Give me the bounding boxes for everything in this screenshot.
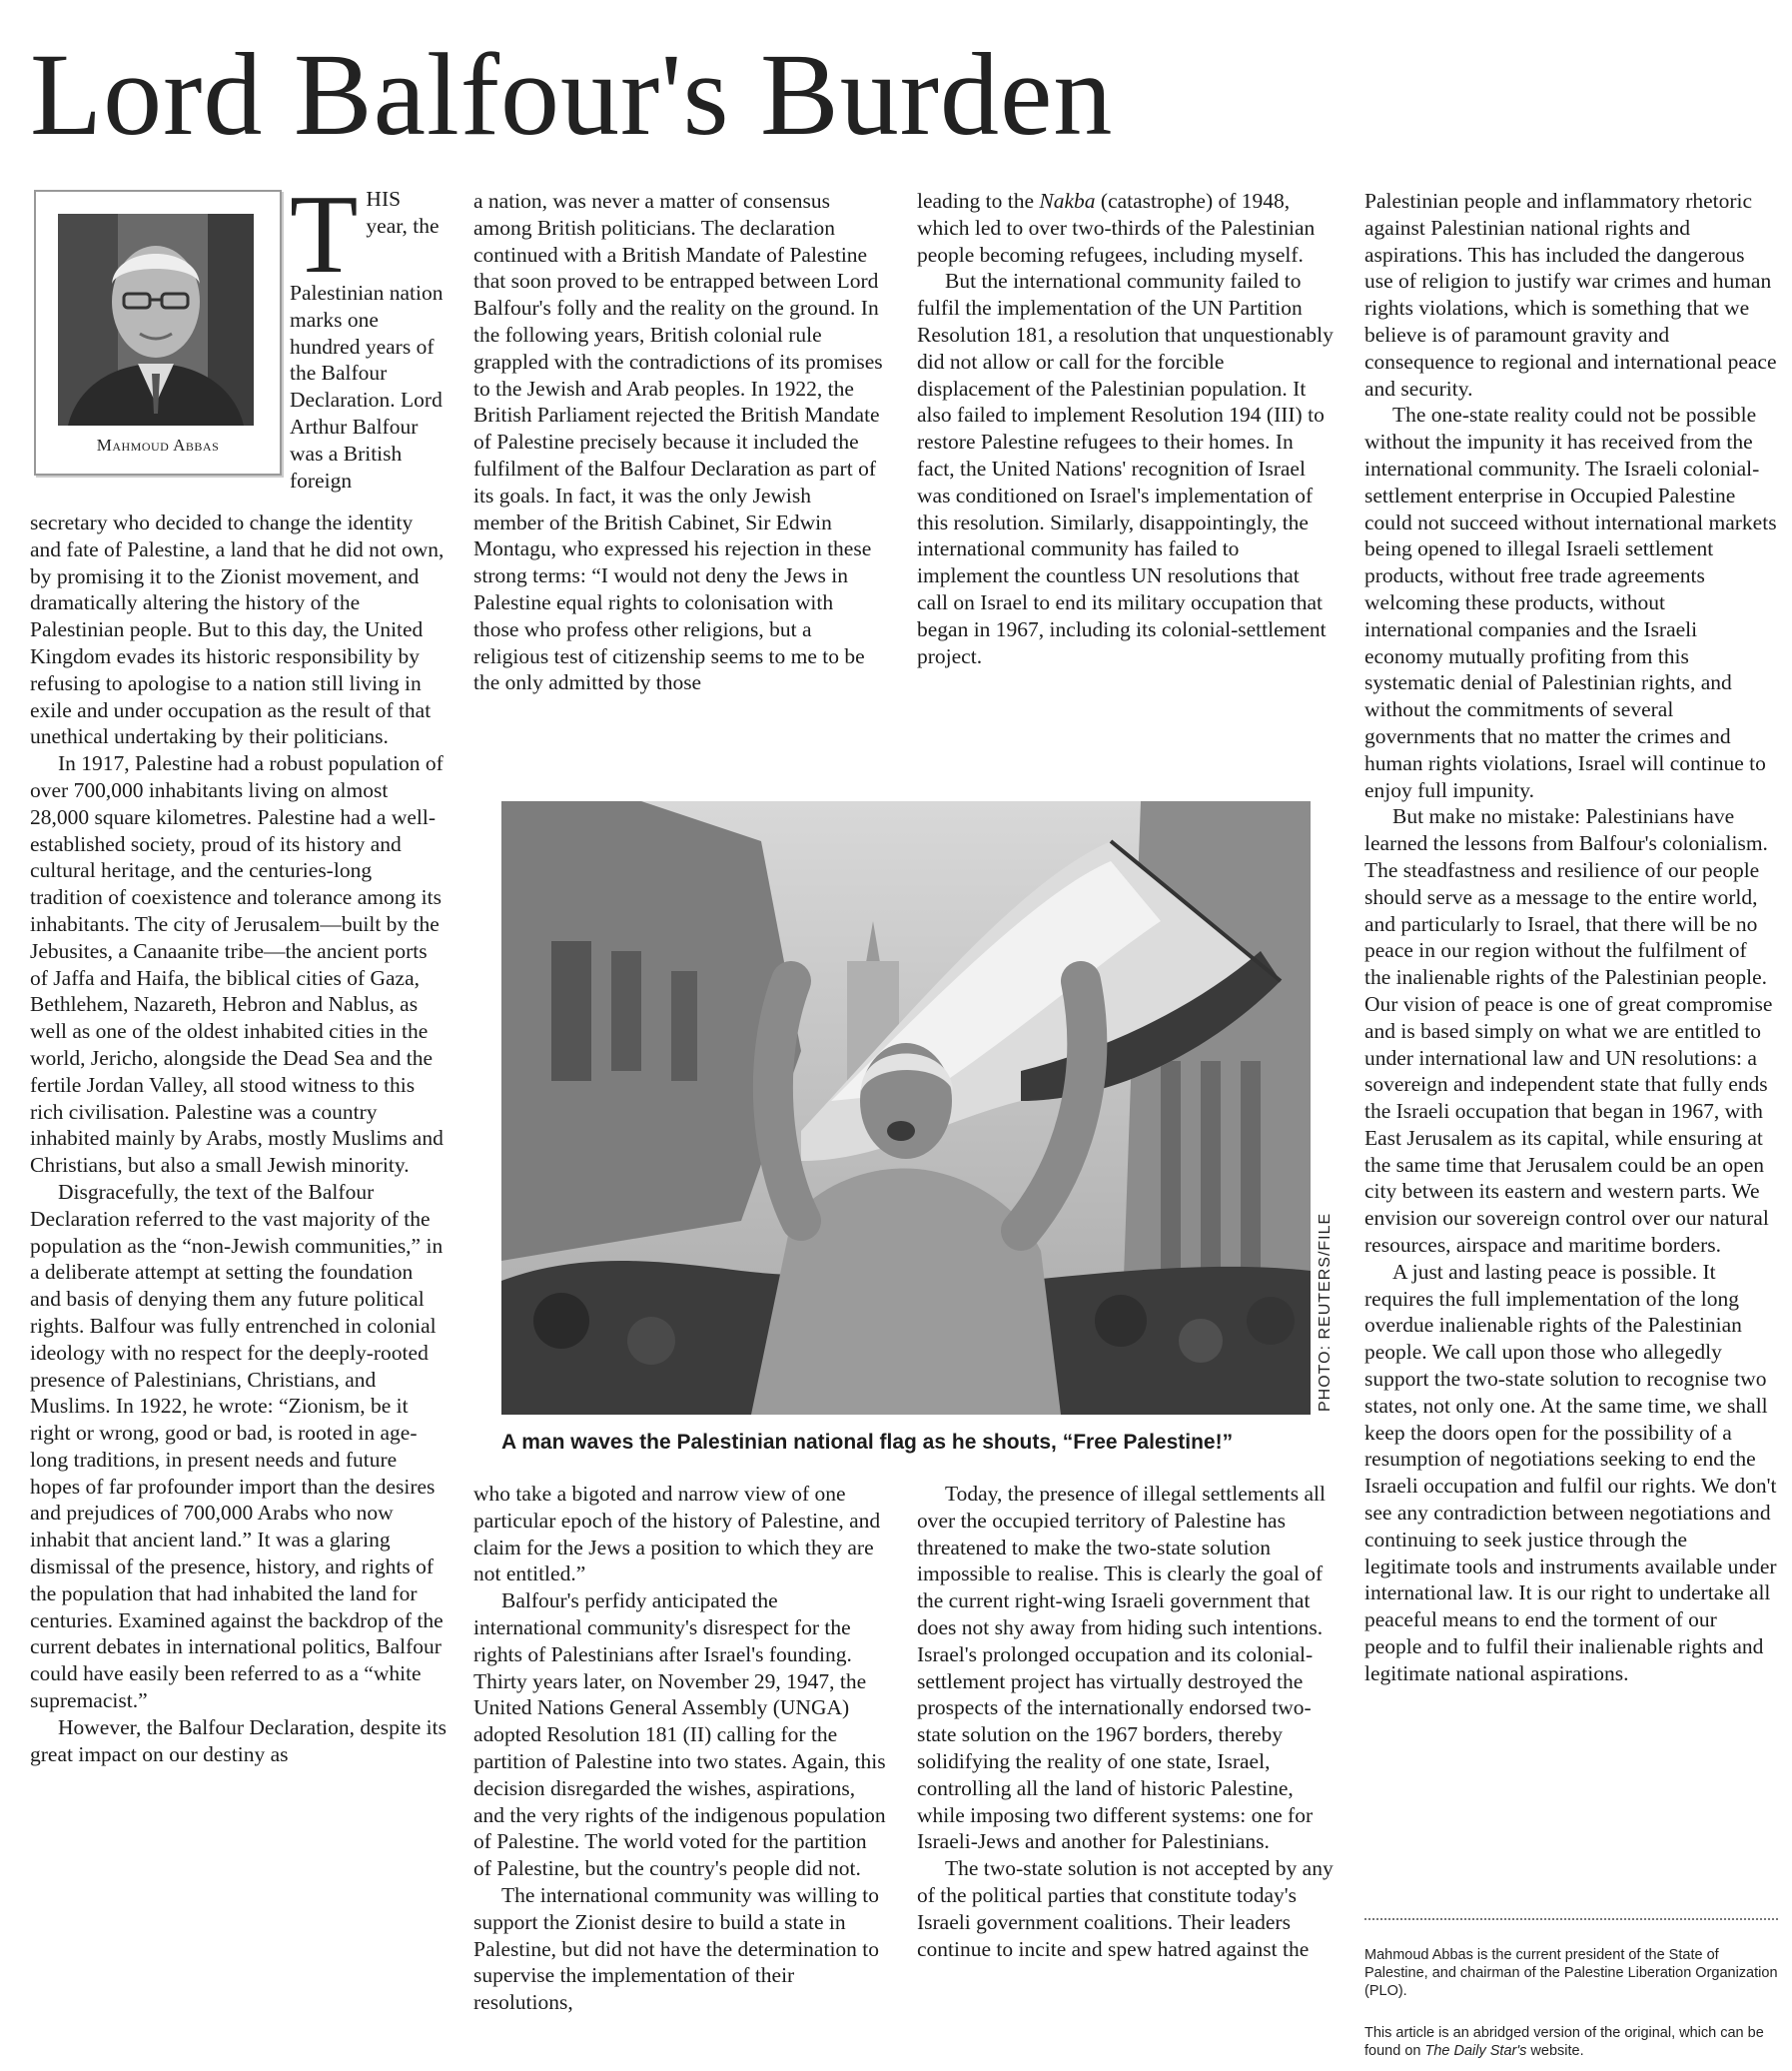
paragraph: Disgracefully, the text of the Balfour Declaration referred to the vast majority of the population as the “non-Jewish communities,” in a deliberate attempt at setting the foundation and basis of denying them any future political rights. Balfour was fully entrenched in colonial ideology with no respect for the deeply-rooted presence of Palestinians, Christians, and Muslims. In 1922, he wrote: “Zionism, be it right or wrong, good or bad, is rooted in age-long traditions, in present needs and future hopes of far profounder import than the desires and prejudices of 700,000 Arabs who now inhabit that ancient land.” It was a glaring dismissal of the presence, history, and rights of the population that had inhabited the land for centuries. Examined against the backdrop of the current debates in international politics, Balfour could have easily been referred to as a “white supremacist.” xyxy=(30,1179,444,1713)
photo-caption: A man waves the Palestinian national flag as he shouts, “Free Palestine!” xyxy=(501,1431,1234,1454)
text-fragment-italic: Nakba xyxy=(1039,189,1096,213)
column-2-bottom xyxy=(473,1481,889,2016)
protest-photo xyxy=(501,801,1311,1415)
column-1-body xyxy=(30,510,448,1767)
note-text: This article is an abridged version of the original, which can be found on xyxy=(1364,2025,1764,2059)
paragraph: In 1917, Palestine had a robust population of over 700,000 inhabitants living on almost 28,000 square kilometres. Palestine had a well-established society, proud of its history and cultural heritage, and the centuries-long tradition of coexistence and tolerance among its inhabitants. The city of Jerusalem—built by the Jebusites, a Canaanite tribe—the ancient ports of Jaffa and Haifa, the biblical cities of Gaza, Bethlehem, Nazareth, Hebron and Nablus, as well as one of the oldest inhabited cities in the world, Jericho, alongside the Dead Sea and the fertile Jordan Valley, all stood witness to this rich civilisation. Palestine was a country inhabited mainly by Arabs, mostly Muslims and Christians, but also a small Jewish minority. xyxy=(30,751,444,1178)
column-1-lead xyxy=(290,173,446,494)
paragraph: secretary who decided to change the identity and fate of Palestine, a land that he did not own, by promising it to the Zionist movement, and dramatically altering the history of the Palestinian people. But to this day, the United Kingdom evades its historic responsibility by refusing to apologise to a nation still living in exile and under occupation as the result of that unethical undertaking by their politicians. xyxy=(30,511,445,749)
column-4 xyxy=(1364,188,1778,1687)
column-3-top xyxy=(917,188,1335,669)
paragraph: a nation, was never a matter of consensus among British politicians. The declaration continued with a British Mandate of Palestine that soon proved to be entrapped between Lord Balfour's folly and the reality on the ground. In the following years, British colonial rule grappled with the contradictions of its promises to the Jewish and Arab peoples. In 1922, the British Parliament rejected the British Mandate of Palestine precisely because it included the fulfilment of the Balfour Declaration as part of its goals. In fact, it was the only Jewish member of the British Cabinet, Sir Edwin Montagu, who expressed his rejection in these strong terms: “I would not deny the Jews in Palestine equal rights to colonisation with those who profess other religions, but a religious test of citizenship seems to me to be the only admitted by those xyxy=(473,189,883,695)
paragraph: But the international community failed to fulfil the implementation of the UN Partition Resolution 181, a resolution that unquestionably did not allow or call for the forcible displacement of the Palestinian population. It also failed to implement Resolution 194 (III) to restore Palestine refugees to their homes. In fact, the United Nations' recognition of Israel was conditioned on Israel's implementation of this resolution. Similarly, disappointingly, the international community has failed to implement the countless UN resolutions that call on Israel to end its military occupation that began in 1967, including its colonial-settlement project. xyxy=(917,269,1334,668)
text-fragment: (catastrophe) of 1948, which led to over two-thirds of the Palestinian people becoming refugees, including myself. xyxy=(917,189,1316,267)
text-fragment: leading to the xyxy=(917,189,1040,213)
paragraph: The one-state reality could not be possible without the impunity it has received from the international community. The Israeli colonial-settlement enterprise in Occupied Palestine could not succeed without international markets being opened to illegal Israeli settlement products, without free trade agreements welcoming these products, without international companies and the Israeli economy mutually profiting from this systematic denial of Palestinian rights, and without the commitments of several governments that no matter the crimes and human rights violations, Israel will continue to enjoy full impunity. xyxy=(1364,403,1777,802)
paragraph xyxy=(917,188,1335,268)
author-portrait xyxy=(58,214,254,426)
author-name: Mahmoud Abbas xyxy=(96,436,220,455)
paragraph: Balfour's perfidy anticipated the international community's disrespect for the rights of Palestinians after Israel's founding. Thirty years later, on November 29, 1947, the United Nations General Assembly (UNGA) adopted Resolution 181 (II) calling for the partition of Palestine into two states. Again, this decision disregarded the wishes, aspirations, and the very rights of the indigenous population of Palestine. The world voted for the partition of Palestine, but the country's people did not. xyxy=(473,1588,886,1881)
note-source: The Daily Star's xyxy=(1424,2043,1527,2059)
bio-divider xyxy=(1364,1918,1778,1920)
abridged-note xyxy=(1364,2024,1778,2060)
photo-credit xyxy=(1317,1207,1339,1412)
author-bio: Mahmoud Abbas is the current president of the State of Palestine, and chairman of the Palestine Liberation Organization (PLO). xyxy=(1364,1947,1778,1999)
column-2-top xyxy=(473,188,883,696)
paragraph: Today, the presence of illegal settlements all over the occupied territory of Palestine has threatened to make the two-state solution impossible to realise. This is clearly the goal of the current right-wing Israeli government that does not shy away from hiding such intentions. Israel's prolonged occupation and its colonial-settlement project has virtually destroyed the prospects of the internationally endorsed two-state solution on the 1967 borders, thereby solidifying the reality of one state, Israel, controlling all the land of historic Palestine, while imposing two different systems: one for Israeli-Jews and another for Palestinians. xyxy=(917,1482,1326,1854)
paragraph: The international community was willing to support the Zionist desire to build a state in Palestine, but did not have the determination to supervise the implementation of their resolutions, xyxy=(473,1882,880,2015)
paragraph: A just and lasting peace is possible. It requires the full implementation of the long overdue inalienable rights of the Palestinian people. We call upon those who allegedly support the two-state solution to recognise two states, not only one. At the same time, we shall keep the doors open for the possibility of a resumption of negotiations seeking to end the Israeli occupation and fulfil our rights. We don't see any contradiction between negotiations and continuing to seek justice through the legitimate tools and instruments available under international law. It is our right to undertake all peaceful means to end the torment of our people and to fulfil their inalienable rights and legitimate national aspirations. xyxy=(1364,1259,1777,1685)
drop-cap: T xyxy=(290,173,359,297)
lead-text: HIS year, the Palestinian nation marks one hundred years of the Balfour Declaration. Lord Arthur Balfour was a British foreign xyxy=(290,187,444,493)
author-photo-box xyxy=(34,190,282,476)
paragraph: Palestinian people and inflammatory rhetoric against Palestinian national rights and aspirations. This has included the dangerous use of religion to justify war crimes and human rights violations, which is something that we believe is of paramount gravity and consequence to regional and international peace and security. xyxy=(1364,189,1777,401)
paragraph: But make no mistake: Palestinians have learned the lessons from Balfour's colonialism. The steadfastness and resilience of our people should serve as a message to the entire world, and particularly to Israel, that there will be no peace in our region without the fulfilment of the inalienable rights of the Palestinian people. Our vision of peace is one of great compromise and is based simply on what we are entitled to under international law and UN resolutions: a sovereign and independent state that fully ends the Israeli occupation that began in 1967, with East Jerusalem as its capital, while ensuring at the same time that Jerusalem could be an open city between its eastern and western parts. We envision our sovereign control over our natural resources, airspace and maritime borders. xyxy=(1364,804,1773,1258)
paragraph: who take a bigoted and narrow view of one particular epoch of the history of Palestine, and claim for the Jews a position to which they are not entitled.” xyxy=(473,1482,881,1586)
paragraph: The two-state solution is not accepted by any of the political parties that constitute today's Israeli government coalitions. Their leaders continue to incite and spew hatred against the xyxy=(917,1856,1334,1961)
photo-credit-text: PHOTO: REUTERS/FILE xyxy=(1317,1212,1334,1412)
paragraph: However, the Balfour Declaration, despite its great impact on our destiny as xyxy=(30,1714,447,1766)
note-text: website. xyxy=(1526,2043,1584,2059)
headline: Lord Balfour's Burden xyxy=(30,29,1114,160)
column-3-bottom xyxy=(917,1481,1335,1962)
